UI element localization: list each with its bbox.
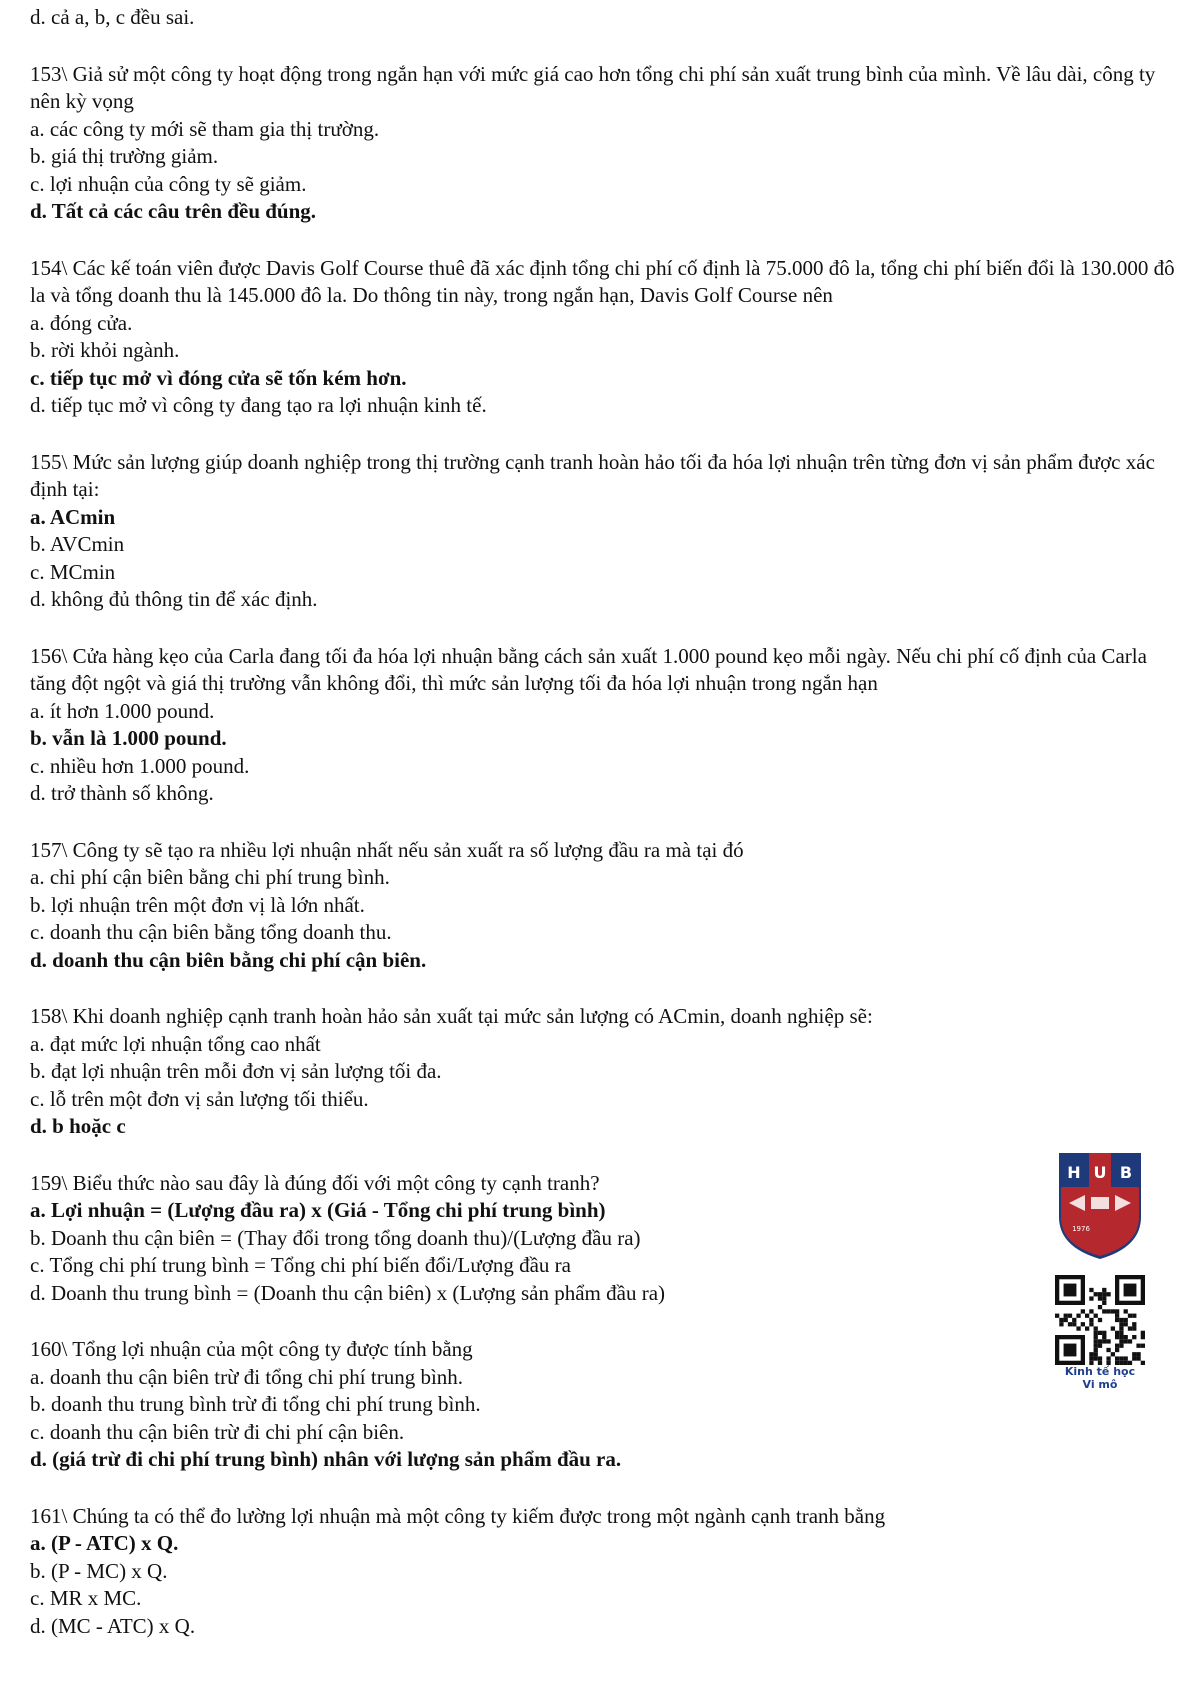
previous-answer-line: d. cả a, b, c đều sai. bbox=[30, 5, 195, 29]
answer-option: c. MR x MC. bbox=[30, 1586, 142, 1610]
question-156 bbox=[30, 643, 1175, 808]
question-stem: 153\ Giả sử một công ty hoạt động trong ngắn hạn với mức giá cao hơn tổng chi phí sản xuất trung bình của mình. Về lâu dài, công ty nên kỳ vọng bbox=[30, 61, 1156, 113]
answer-option-correct: d. doanh thu cận biên bằng chi phí cận biên. bbox=[30, 947, 427, 972]
hub-logo-block bbox=[1055, 1147, 1145, 1391]
answer-option: c. doanh thu cận biên bằng tổng doanh thu. bbox=[30, 920, 392, 944]
answer-option: b. Doanh thu cận biên = (Thay đổi trong tổng doanh thu)/(Lượng đầu ra) bbox=[30, 1225, 641, 1250]
answer-option: b. lợi nhuận trên một đơn vị là lớn nhất. bbox=[30, 892, 365, 917]
answer-option: a. chi phí cận biên bằng chi phí trung bình. bbox=[30, 865, 390, 889]
answer-option: c. doanh thu cận biên trừ đi chi phí cận biên. bbox=[30, 1419, 405, 1444]
answer-option: a. các công ty mới sẽ tham gia thị trường. bbox=[30, 116, 380, 141]
question-153 bbox=[30, 61, 1175, 226]
logo-letter-u: U bbox=[1093, 1163, 1107, 1182]
question-list bbox=[30, 61, 1175, 1641]
answer-option: d. Doanh thu trung bình = (Doanh thu cận biên) x (Lượng sản phẩm đầu ra) bbox=[30, 1280, 666, 1305]
answer-option: a. ít hơn 1.000 pound. bbox=[30, 698, 215, 723]
question-stem: 161\ Chúng ta có thể đo lường lợi nhuận mà một công ty kiếm được trong một ngành cạnh tranh bằng bbox=[30, 1503, 886, 1528]
answer-option: d. không đủ thông tin để xác định. bbox=[30, 587, 318, 611]
answer-option-correct: c. tiếp tục mở vì đóng cửa sẽ tốn kém hơn. bbox=[30, 365, 407, 390]
logo-year: 1976 bbox=[1072, 1225, 1090, 1233]
answer-option: b. AVCmin bbox=[30, 532, 125, 556]
answer-option: c. MCmin bbox=[30, 559, 116, 584]
answer-option: b. giá thị trường giảm. bbox=[30, 144, 219, 168]
question-159 bbox=[30, 1170, 1175, 1308]
answer-option: c. lỗ trên một đơn vị sản lượng tối thiểu. bbox=[30, 1086, 369, 1111]
answer-option: b. đạt lợi nhuận trên mỗi đơn vị sản lượng tối đa. bbox=[30, 1059, 442, 1083]
answer-option-correct: a. Lợi nhuận = (Lượng đầu ra) x (Giá - Tổng chi phí trung bình) bbox=[30, 1198, 606, 1222]
question-stem: 158\ Khi doanh nghiệp cạnh tranh hoàn hảo sản xuất tại mức sản lượng có ACmin, doanh nghiệp sẽ: bbox=[30, 1004, 873, 1028]
question-stem: 154\ Các kế toán viên được Davis Golf Course thuê đã xác định tổng chi phí cố định là 75.000 đô la, tổng chi phí biến đổi là 130.000 đô la và tổng doanh thu là 145.000 đô la. Do thông tin này, trong ngắn hạn, Davis Golf Course nên bbox=[30, 255, 1175, 307]
question-stem: 157\ Công ty sẽ tạo ra nhiều lợi nhuận nhất nếu sản xuất ra số lượng đầu ra mà tại đó bbox=[30, 837, 744, 862]
hub-shield-logo bbox=[1055, 1147, 1145, 1262]
answer-option: d. trở thành số không. bbox=[30, 781, 214, 805]
question-stem: 159\ Biểu thức nào sau đây là đúng đối với một công ty cạnh tranh? bbox=[30, 1170, 600, 1195]
answer-option-correct: d. Tất cả các câu trên đều đúng. bbox=[30, 199, 317, 223]
answer-option: b. (P - MC) x Q. bbox=[30, 1558, 168, 1583]
answer-option: c. Tổng chi phí trung bình = Tổng chi phí biến đổi/Lượng đầu ra bbox=[30, 1253, 571, 1277]
answer-option-correct: a. ACmin bbox=[30, 504, 116, 529]
qr-code-icon bbox=[1055, 1275, 1145, 1365]
answer-option: a. doanh thu cận biên trừ đi tổng chi phí trung bình. bbox=[30, 1364, 464, 1389]
question-158 bbox=[30, 1003, 1175, 1141]
answer-option: d. tiếp tục mở vì công ty đang tạo ra lợi nhuận kinh tế. bbox=[30, 393, 487, 417]
question-stem: 160\ Tổng lợi nhuận của một công ty được tính bằng bbox=[30, 1337, 473, 1361]
answer-option: a. đạt mức lợi nhuận tổng cao nhất bbox=[30, 1031, 321, 1056]
answer-option: a. đóng cửa. bbox=[30, 310, 133, 335]
answer-option-correct: a. (P - ATC) x Q. bbox=[30, 1531, 179, 1555]
answer-option: b. rời khỏi ngành. bbox=[30, 338, 180, 362]
logo-letter-h: H bbox=[1067, 1163, 1081, 1182]
logo-letter-b: B bbox=[1119, 1163, 1133, 1182]
question-155 bbox=[30, 449, 1175, 614]
question-stem: 156\ Cửa hàng kẹo của Carla đang tối đa hóa lợi nhuận bằng cách sản xuất 1.000 pound kẹo mỗi ngày. Nếu chi phí cố định của Carla tăng đột ngột và giá thị trường vẫn không đổi, thì mức sản lượng tối đa hóa lợi nhuận trong ngắn hạn bbox=[30, 643, 1147, 695]
logo-caption-line2: Vi mô bbox=[1082, 1377, 1118, 1391]
answer-option-correct: d. b hoặc c bbox=[30, 1114, 126, 1138]
answer-option-correct: b. vẫn là 1.000 pound. bbox=[30, 726, 227, 750]
answer-option: c. lợi nhuận của công ty sẽ giảm. bbox=[30, 171, 307, 196]
answer-option: d. (MC - ATC) x Q. bbox=[30, 1613, 196, 1638]
question-160 bbox=[30, 1336, 1175, 1474]
question-161 bbox=[30, 1503, 1175, 1641]
answer-option: c. nhiều hơn 1.000 pound. bbox=[30, 753, 250, 778]
logo-caption-line1: Kinh tế học bbox=[1064, 1364, 1136, 1378]
document-page bbox=[30, 4, 1175, 1640]
question-stem: 155\ Mức sản lượng giúp doanh nghiệp trong thị trường cạnh tranh hoàn hảo tối đa hóa lợi nhuận trên từng đơn vị sản phẩm được xác định tại: bbox=[30, 449, 1155, 501]
question-154 bbox=[30, 255, 1175, 420]
answer-option: b. doanh thu trung bình trừ đi tổng chi phí trung bình. bbox=[30, 1392, 481, 1416]
answer-option-correct: d. (giá trừ đi chi phí trung bình) nhân với lượng sản phẩm đầu ra. bbox=[30, 1447, 622, 1471]
question-157 bbox=[30, 837, 1175, 975]
